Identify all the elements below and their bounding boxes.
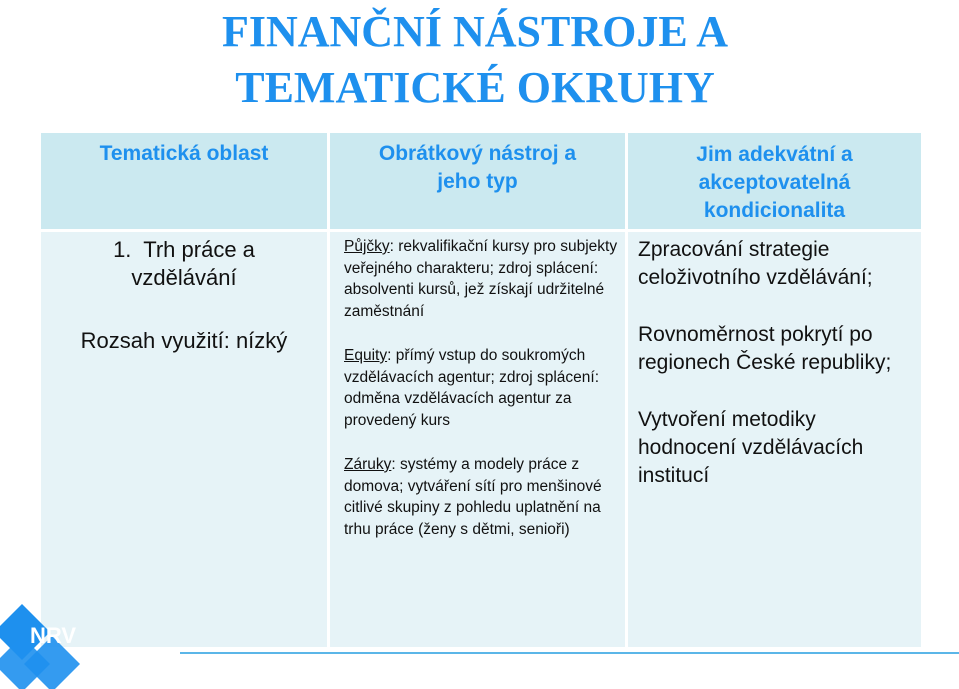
- header-label-conditionality-1: Jim adekvátní a: [696, 143, 853, 166]
- instrument-list: [344, 236, 619, 563]
- condition-item: Rovnoměrnost pokrytí po regionech České republiky;: [638, 323, 892, 374]
- area-scope: Rozsah využití: nízký: [80, 328, 288, 353]
- header-label-instrument-1: Obrátkový nástroj a: [378, 142, 577, 165]
- logo-text: NRV: [30, 623, 77, 648]
- instrument-label: Půjčky: [344, 238, 390, 255]
- header-label-thematic-area: Tematická oblast: [99, 142, 269, 165]
- instrument-label: Záruky: [344, 456, 392, 473]
- area-topic-line-2: vzdělávání: [131, 265, 237, 290]
- conditions-list: [638, 236, 918, 519]
- instruments-table: [41, 133, 921, 647]
- header-label-instrument-2: jeho typ: [437, 170, 518, 193]
- footer-divider: [180, 652, 959, 654]
- instrument-item: [344, 454, 619, 540]
- instrument-text: : rekvalifikační kursy pro subjekty veřejného charakteru; zdroj splácení: absolventi kursů, jež získají udržitelné zaměstnání: [344, 238, 618, 320]
- header-cell-thematic-area: [41, 133, 327, 229]
- instrument-label: Equity: [344, 347, 388, 364]
- condition-item: Zpracování strategie celoživotního vzdělávání;: [638, 238, 873, 289]
- area-topic-line-1: 1. Trh práce a: [113, 237, 255, 262]
- instrument-item: [344, 236, 619, 322]
- header-label-conditionality-2: akceptovatelná: [698, 171, 851, 194]
- condition-item: Vytvoření metodiky hodnocení vzdělávacích institucí: [638, 408, 864, 487]
- instrument-item: [344, 345, 619, 431]
- header-cell-instrument: [330, 133, 625, 229]
- body-cell-thematic-area: [41, 232, 327, 647]
- page-title: [150, 4, 800, 116]
- area-topic: [41, 232, 327, 292]
- header-cell-conditionality: [628, 133, 921, 229]
- nrv-logo: [0, 598, 90, 689]
- title-line-2: TEMATICKÉ OKRUHY: [235, 63, 715, 112]
- instrument-text: : přímý vstup do soukromých vzdělávacích agentur; zdroj splácení: odměna vzdělávacích agentur za provedený kurs: [344, 347, 600, 429]
- instrument-text: : systémy a modely práce z domova; vytváření sítí pro menšinové citlivé skupiny z pohledu uplatnění na trhu práce (ženy s dětmi, senioři): [344, 456, 602, 538]
- header-label-conditionality-3: kondicionalita: [703, 199, 846, 222]
- title-line-1: FINANČNÍ NÁSTROJE A: [221, 7, 729, 56]
